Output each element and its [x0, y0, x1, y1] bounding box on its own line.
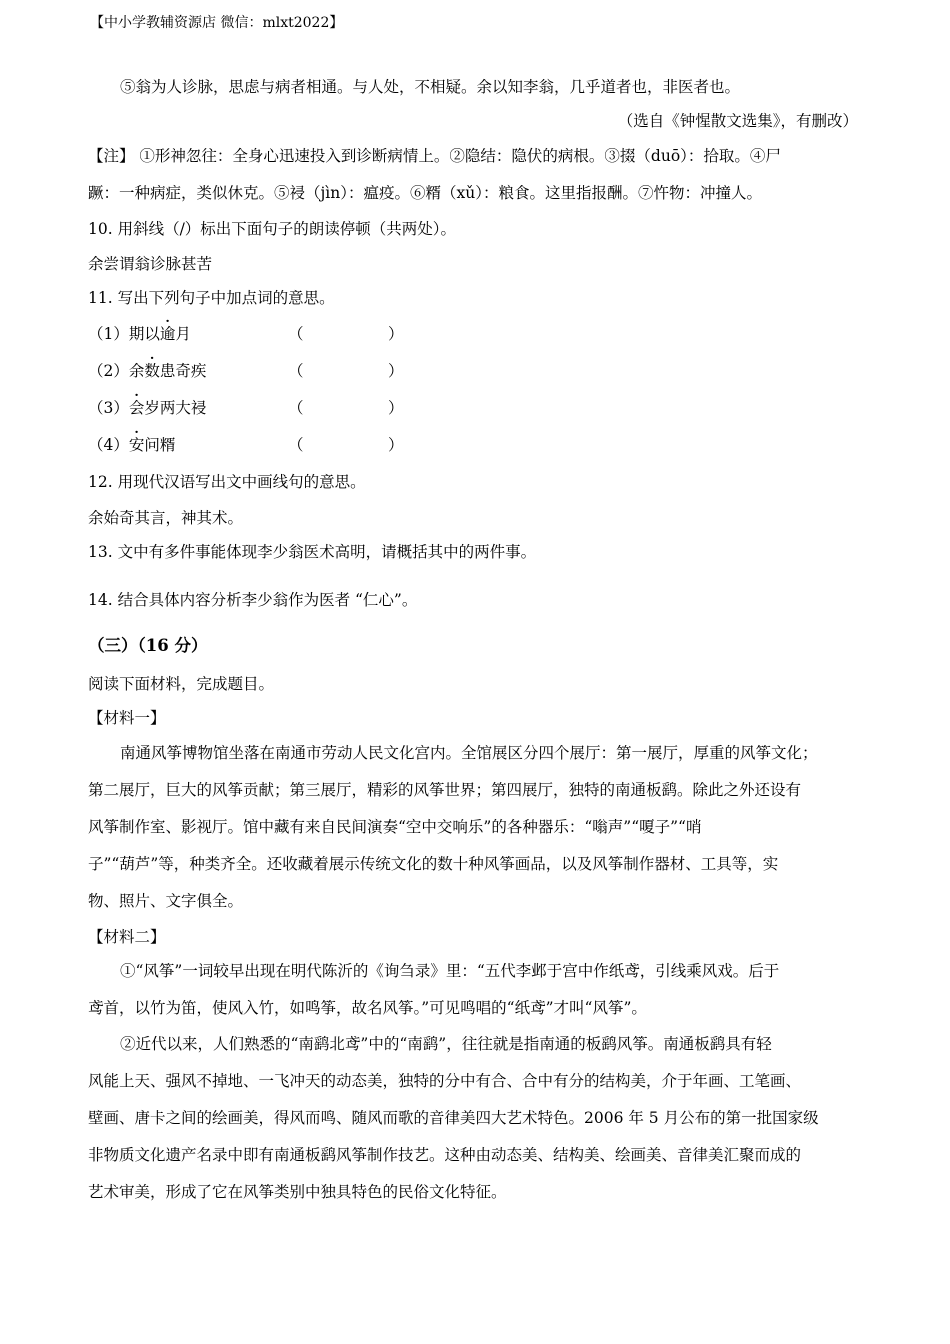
material-1-line: 物、照片、文字俱全。 — [88, 892, 244, 910]
question-11: 11. 写出下列句子中加点词的意思。 — [88, 289, 335, 307]
page-header: 【中小学教辅资源店 微信：mlxt2022】 — [90, 15, 344, 31]
material-2-title: 【材料二】 — [88, 928, 166, 946]
item-suffix: 患奇疾 — [159, 362, 207, 380]
material-1-title: 【材料一】 — [88, 709, 166, 727]
paragraph-5: ⑤翁为人诊脉，思虑与病者相通。与人处，不相疑。余以知李翁，几乎道者也，非医者也。 — [120, 78, 741, 96]
question-12-sentence: 余始奇其言，神其术。 — [88, 509, 244, 527]
material-1-line: 第二展厅，巨大的风筝贡献；第三展厅，精彩的风筝世界；第四展厅，独特的南通板鹞。除此之外还设有 — [88, 781, 802, 799]
section-heading: （三）（16 分） — [88, 636, 208, 655]
dotted-word: 会 — [128, 399, 145, 417]
material-2-line: 壁画、唐卡之间的绘画美，得风而鸣、随风而歌的音律美四大艺术特色。2006 年 5 月公布的第一批国家级 — [88, 1109, 819, 1127]
answer-open-paren: （ — [288, 362, 304, 380]
answer-close-paren: ） — [388, 325, 404, 343]
dotted-word: 安 — [128, 436, 145, 454]
material-1-line: 子”“葫芦”等，种类齐全。还收藏着展示传统文化的数十种风筝画品，以及风筝制作器材、工具等，实 — [88, 855, 779, 873]
material-2-line: ①“风筝”一词较早出现在明代陈沂的《询刍录》里：“五代李邺于宫中作纸鸢，引线乘风戏。后于 — [120, 962, 780, 980]
question-14: 14. 结合具体内容分析李少翁作为医者 “仁心”。 — [88, 591, 418, 609]
question-11-item — [88, 434, 404, 456]
material-2-line: 非物质文化遗产名录中即有南通板鹞风筝制作技艺。这种由动态美、结构美、绘画美、音律美汇聚而成的 — [88, 1146, 802, 1164]
material-2-line: 鸢首，以竹为笛，使风入竹，如鸣筝，故名风筝。”可见鸣唱的“纸鸢”才叫“风筝”。 — [88, 999, 647, 1017]
answer-close-paren: ） — [388, 362, 404, 380]
question-10: 10. 用斜线（/）标出下面句子的朗读停顿（共两处）。 — [88, 220, 457, 238]
material-1-line: 风筝制作室、影视厅。馆中藏有来自民间演奏“空中交响乐”的各种器乐：“嗡声”“嗄子”“哨 — [88, 818, 702, 836]
answer-open-paren: （ — [288, 325, 304, 343]
answer-close-paren: ） — [388, 399, 404, 417]
source-citation: （选自《钟惺散文选集》，有删改） — [617, 112, 858, 130]
item-prefix: （1）期以 — [88, 325, 160, 343]
item-suffix: 问糈 — [144, 436, 176, 454]
question-11-item — [88, 323, 404, 345]
dotted-word: 逾 — [159, 325, 176, 343]
item-suffix: 月 — [175, 325, 191, 343]
answer-close-paren: ） — [388, 436, 404, 454]
question-12: 12. 用现代汉语写出文中画线句的意思。 — [88, 473, 366, 491]
question-11-item — [88, 397, 404, 419]
item-prefix: （2）余 — [88, 362, 145, 380]
instruction: 阅读下面材料，完成题目。 — [88, 675, 275, 693]
dotted-word: 数 — [144, 362, 160, 380]
answer-open-paren: （ — [288, 436, 304, 454]
material-1-line: 南通风筝博物馆坐落在南通市劳动人民文化宫内。全馆展区分四个展厅：第一展厅，厚重的风筝文化； — [120, 744, 818, 762]
item-suffix: 岁两大祲 — [144, 399, 207, 417]
notes-line-1: 【注】 ①形神忽往：全身心迅速投入到诊断病情上。②隐结：隐伏的病根。③掇（duō）：拾取。④尸 — [88, 147, 781, 165]
material-2-line: 艺术审美，形成了它在风筝类别中独具特色的民俗文化特征。 — [88, 1183, 507, 1201]
notes-line-2: 蹶：一种病症，类似休克。⑤祲（jìn）：瘟疫。⑥糈（xǔ）：粮食。这里指报酬。⑦忤物：冲撞人。 — [88, 184, 762, 202]
answer-open-paren: （ — [288, 399, 304, 417]
material-2-line: ②近代以来，人们熟悉的“南鹞北鸢”中的“南鹞”，往往就是指南通的板鹞风筝。南通板鹞具有轻 — [120, 1035, 772, 1053]
material-2-line: 风能上天、强风不掉地、一飞冲天的动态美，独特的分中有合、合中有分的结构美，介于年画、工笔画、 — [88, 1072, 802, 1090]
question-10-sentence: 余尝谓翁诊脉甚苦 — [88, 255, 213, 273]
item-prefix: （3） — [88, 399, 129, 417]
question-11-item — [88, 360, 404, 382]
question-13: 13. 文中有多件事能体现李少翁医术高明，请概括其中的两件事。 — [88, 543, 537, 561]
item-prefix: （4） — [88, 436, 129, 454]
